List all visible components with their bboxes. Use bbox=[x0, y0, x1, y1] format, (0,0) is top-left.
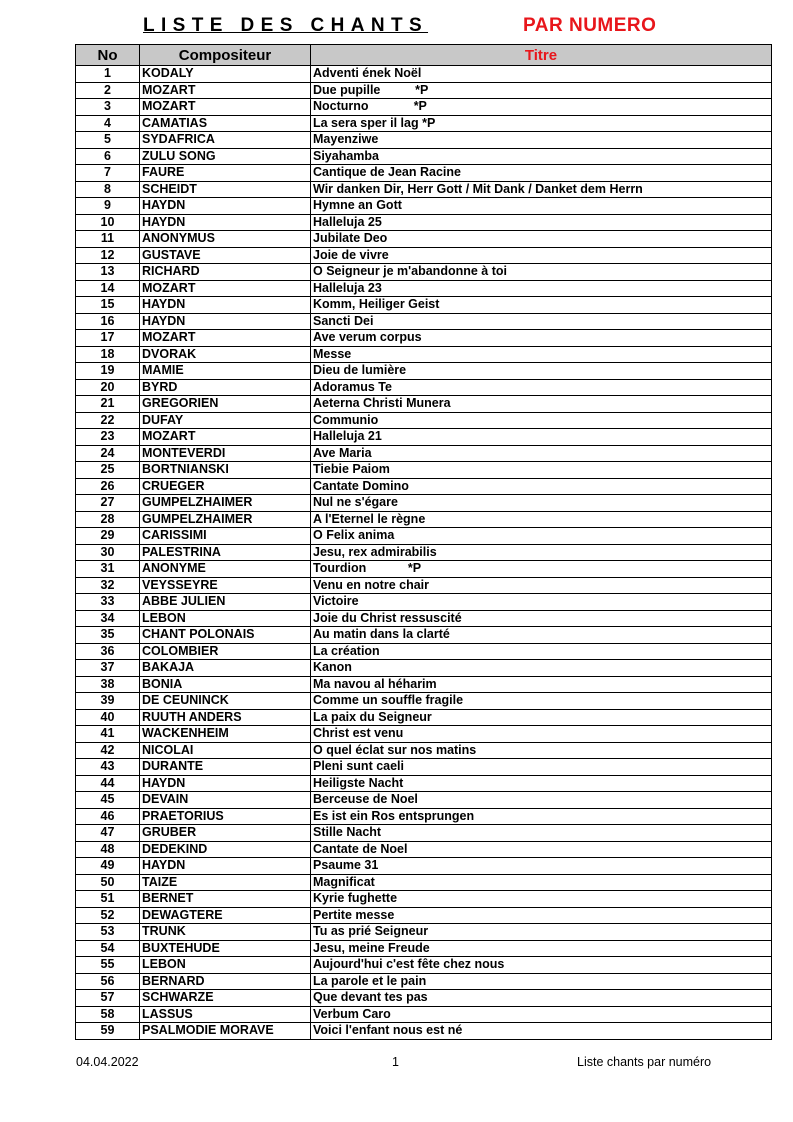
table-row bbox=[76, 924, 772, 941]
cell-number: 24 bbox=[76, 445, 140, 462]
table-row bbox=[76, 412, 772, 429]
cell-number: 15 bbox=[76, 297, 140, 314]
cell-title: La sera sper il lag *P bbox=[311, 115, 772, 132]
table-row bbox=[76, 874, 772, 891]
cell-title: Magnificat bbox=[311, 874, 772, 891]
cell-number: 7 bbox=[76, 165, 140, 182]
table-row bbox=[76, 429, 772, 446]
table-row bbox=[76, 115, 772, 132]
cell-composer: DEVAIN bbox=[140, 792, 311, 809]
cell-title: Komm, Heiliger Geist bbox=[311, 297, 772, 314]
cell-number: 49 bbox=[76, 858, 140, 875]
footer-date: 04.04.2022 bbox=[76, 1055, 139, 1069]
cell-composer: CARISSIMI bbox=[140, 528, 311, 545]
table-row bbox=[76, 264, 772, 281]
table-row bbox=[76, 726, 772, 743]
table-row bbox=[76, 792, 772, 809]
cell-title: Cantique de Jean Racine bbox=[311, 165, 772, 182]
table-row bbox=[76, 775, 772, 792]
cell-composer: MOZART bbox=[140, 99, 311, 116]
cell-number: 20 bbox=[76, 379, 140, 396]
cell-title: Que devant tes pas bbox=[311, 990, 772, 1007]
table-row bbox=[76, 940, 772, 957]
footer-document-name: Liste chants par numéro bbox=[577, 1055, 712, 1069]
table-row bbox=[76, 759, 772, 776]
cell-number: 56 bbox=[76, 973, 140, 990]
cell-title: Aujourd'hui c'est fête chez nous bbox=[311, 957, 772, 974]
cell-title: Kyrie fughette bbox=[311, 891, 772, 908]
cell-number: 48 bbox=[76, 841, 140, 858]
cell-number: 55 bbox=[76, 957, 140, 974]
cell-composer: GUSTAVE bbox=[140, 247, 311, 264]
cell-number: 10 bbox=[76, 214, 140, 231]
cell-composer: MOZART bbox=[140, 280, 311, 297]
cell-number: 16 bbox=[76, 313, 140, 330]
table-row bbox=[76, 231, 772, 248]
cell-number: 12 bbox=[76, 247, 140, 264]
cell-composer: CRUEGER bbox=[140, 478, 311, 495]
cell-number: 8 bbox=[76, 181, 140, 198]
cell-title: Adoramus Te bbox=[311, 379, 772, 396]
table-row bbox=[76, 627, 772, 644]
table-row bbox=[76, 973, 772, 990]
table-row bbox=[76, 198, 772, 215]
document-subtitle: PAR NUMERO bbox=[523, 15, 657, 36]
cell-composer: GRUBER bbox=[140, 825, 311, 842]
cell-composer: MOZART bbox=[140, 330, 311, 347]
cell-number: 27 bbox=[76, 495, 140, 512]
table-row bbox=[76, 957, 772, 974]
cell-number: 6 bbox=[76, 148, 140, 165]
cell-title: Au matin dans la clarté bbox=[311, 627, 772, 644]
cell-composer: LEBON bbox=[140, 610, 311, 627]
cell-number: 18 bbox=[76, 346, 140, 363]
column-header-title: Titre bbox=[311, 45, 772, 66]
cell-number: 39 bbox=[76, 693, 140, 710]
cell-number: 44 bbox=[76, 775, 140, 792]
column-header-no: No bbox=[76, 45, 140, 66]
cell-composer: RICHARD bbox=[140, 264, 311, 281]
cell-title: Ave Maria bbox=[311, 445, 772, 462]
cell-number: 37 bbox=[76, 660, 140, 677]
cell-title: Voici l'enfant nous est né bbox=[311, 1023, 772, 1040]
cell-composer: GREGORIEN bbox=[140, 396, 311, 413]
cell-title: O quel éclat sur nos matins bbox=[311, 742, 772, 759]
table-row bbox=[76, 577, 772, 594]
cell-composer: HAYDN bbox=[140, 858, 311, 875]
table-row bbox=[76, 742, 772, 759]
cell-composer: ABBE JULIEN bbox=[140, 594, 311, 611]
cell-number: 30 bbox=[76, 544, 140, 561]
cell-title: Adventi ének Noël bbox=[311, 66, 772, 83]
cell-composer: CHANT POLONAIS bbox=[140, 627, 311, 644]
cell-composer: TAIZE bbox=[140, 874, 311, 891]
cell-composer: PALESTRINA bbox=[140, 544, 311, 561]
cell-number: 32 bbox=[76, 577, 140, 594]
column-header-composer: Compositeur bbox=[140, 45, 311, 66]
cell-composer: NICOLAI bbox=[140, 742, 311, 759]
cell-number: 34 bbox=[76, 610, 140, 627]
cell-number: 2 bbox=[76, 82, 140, 99]
table-row bbox=[76, 462, 772, 479]
table-row bbox=[76, 330, 772, 347]
cell-title: Jesu, rex admirabilis bbox=[311, 544, 772, 561]
table-row bbox=[76, 346, 772, 363]
cell-number: 43 bbox=[76, 759, 140, 776]
table-row bbox=[76, 478, 772, 495]
cell-title: Tiebie Paiom bbox=[311, 462, 772, 479]
cell-title: Jubilate Deo bbox=[311, 231, 772, 248]
cell-number: 33 bbox=[76, 594, 140, 611]
cell-number: 29 bbox=[76, 528, 140, 545]
cell-composer: DEDEKIND bbox=[140, 841, 311, 858]
cell-number: 58 bbox=[76, 1006, 140, 1023]
cell-number: 54 bbox=[76, 940, 140, 957]
cell-title: Heiligste Nacht bbox=[311, 775, 772, 792]
cell-title: Halleluja 25 bbox=[311, 214, 772, 231]
cell-number: 50 bbox=[76, 874, 140, 891]
cell-composer: HAYDN bbox=[140, 775, 311, 792]
cell-composer: PRAETORIUS bbox=[140, 808, 311, 825]
cell-composer: BORTNIANSKI bbox=[140, 462, 311, 479]
cell-composer: SCHEIDT bbox=[140, 181, 311, 198]
cell-number: 19 bbox=[76, 363, 140, 380]
cell-title: Psaume 31 bbox=[311, 858, 772, 875]
table-row bbox=[76, 511, 772, 528]
cell-title: Halleluja 21 bbox=[311, 429, 772, 446]
cell-title: Stille Nacht bbox=[311, 825, 772, 842]
cell-composer: HAYDN bbox=[140, 198, 311, 215]
table-row bbox=[76, 214, 772, 231]
cell-number: 22 bbox=[76, 412, 140, 429]
cell-number: 11 bbox=[76, 231, 140, 248]
cell-title: Verbum Caro bbox=[311, 1006, 772, 1023]
cell-title: Hymne an Gott bbox=[311, 198, 772, 215]
cell-composer: MONTEVERDI bbox=[140, 445, 311, 462]
footer-page-number: 1 bbox=[392, 1055, 399, 1069]
cell-composer: DUFAY bbox=[140, 412, 311, 429]
cell-title: Christ est venu bbox=[311, 726, 772, 743]
cell-composer: CAMATIAS bbox=[140, 115, 311, 132]
cell-number: 13 bbox=[76, 264, 140, 281]
cell-composer: ANONYME bbox=[140, 561, 311, 578]
cell-title: Communio bbox=[311, 412, 772, 429]
cell-title: Cantate de Noel bbox=[311, 841, 772, 858]
cell-composer: ANONYMUS bbox=[140, 231, 311, 248]
cell-composer: BUXTEHUDE bbox=[140, 940, 311, 957]
cell-composer: DE CEUNINCK bbox=[140, 693, 311, 710]
table-row bbox=[76, 165, 772, 182]
table-row bbox=[76, 561, 772, 578]
cell-composer: HAYDN bbox=[140, 297, 311, 314]
cell-title: Messe bbox=[311, 346, 772, 363]
cell-composer: TRUNK bbox=[140, 924, 311, 941]
cell-title: Comme un souffle fragile bbox=[311, 693, 772, 710]
table-row bbox=[76, 280, 772, 297]
cell-number: 23 bbox=[76, 429, 140, 446]
cell-composer: SYDAFRICA bbox=[140, 132, 311, 149]
table-row bbox=[76, 709, 772, 726]
table-row bbox=[76, 841, 772, 858]
table-row bbox=[76, 825, 772, 842]
table-row bbox=[76, 1023, 772, 1040]
cell-title: La parole et le pain bbox=[311, 973, 772, 990]
cell-title: Joie du Christ ressuscité bbox=[311, 610, 772, 627]
table-row bbox=[76, 363, 772, 380]
cell-title: Jesu, meine Freude bbox=[311, 940, 772, 957]
cell-title: Ma navou al héharim bbox=[311, 676, 772, 693]
cell-composer: MOZART bbox=[140, 82, 311, 99]
cell-composer: DEWAGTERE bbox=[140, 907, 311, 924]
table-row bbox=[76, 297, 772, 314]
cell-composer: LEBON bbox=[140, 957, 311, 974]
cell-number: 36 bbox=[76, 643, 140, 660]
table-row bbox=[76, 858, 772, 875]
cell-title: Mayenziwe bbox=[311, 132, 772, 149]
document-title: LISTE DES CHANTS bbox=[143, 15, 429, 36]
table-row bbox=[76, 1006, 772, 1023]
cell-title: Sancti Dei bbox=[311, 313, 772, 330]
cell-composer: GUMPELZHAIMER bbox=[140, 511, 311, 528]
table-row bbox=[76, 148, 772, 165]
cell-composer: HAYDN bbox=[140, 214, 311, 231]
cell-number: 45 bbox=[76, 792, 140, 809]
cell-number: 35 bbox=[76, 627, 140, 644]
table-row bbox=[76, 594, 772, 611]
cell-title: O Seigneur je m'abandonne à toi bbox=[311, 264, 772, 281]
cell-number: 42 bbox=[76, 742, 140, 759]
table-row bbox=[76, 495, 772, 512]
cell-number: 14 bbox=[76, 280, 140, 297]
cell-composer: HAYDN bbox=[140, 313, 311, 330]
cell-composer: MAMIE bbox=[140, 363, 311, 380]
cell-number: 40 bbox=[76, 709, 140, 726]
table-row bbox=[76, 643, 772, 660]
cell-composer: BERNARD bbox=[140, 973, 311, 990]
cell-number: 52 bbox=[76, 907, 140, 924]
table-row bbox=[76, 99, 772, 116]
cell-number: 1 bbox=[76, 66, 140, 83]
cell-composer: BERNET bbox=[140, 891, 311, 908]
cell-composer: GUMPELZHAIMER bbox=[140, 495, 311, 512]
table-row bbox=[76, 379, 772, 396]
cell-title: Kanon bbox=[311, 660, 772, 677]
cell-title: Halleluja 23 bbox=[311, 280, 772, 297]
cell-number: 38 bbox=[76, 676, 140, 693]
cell-title: O Felix anima bbox=[311, 528, 772, 545]
cell-title: Dieu de lumière bbox=[311, 363, 772, 380]
cell-composer: VEYSSEYRE bbox=[140, 577, 311, 594]
cell-number: 57 bbox=[76, 990, 140, 1007]
cell-title: Siyahamba bbox=[311, 148, 772, 165]
table-row bbox=[76, 396, 772, 413]
cell-title: Berceuse de Noel bbox=[311, 792, 772, 809]
cell-number: 28 bbox=[76, 511, 140, 528]
cell-title: Aeterna Christi Munera bbox=[311, 396, 772, 413]
cell-title: Pleni sunt caeli bbox=[311, 759, 772, 776]
cell-composer: DURANTE bbox=[140, 759, 311, 776]
cell-title: La paix du Seigneur bbox=[311, 709, 772, 726]
cell-composer: BONIA bbox=[140, 676, 311, 693]
cell-title: Due pupille *P bbox=[311, 82, 772, 99]
table-row bbox=[76, 891, 772, 908]
cell-number: 53 bbox=[76, 924, 140, 941]
cell-number: 51 bbox=[76, 891, 140, 908]
cell-number: 47 bbox=[76, 825, 140, 842]
table-header-row bbox=[76, 45, 772, 66]
cell-composer: DVORAK bbox=[140, 346, 311, 363]
table-row bbox=[76, 544, 772, 561]
cell-number: 59 bbox=[76, 1023, 140, 1040]
table-row bbox=[76, 693, 772, 710]
cell-composer: SCHWARZE bbox=[140, 990, 311, 1007]
cell-composer: BAKAJA bbox=[140, 660, 311, 677]
table-row bbox=[76, 676, 772, 693]
table-row bbox=[76, 990, 772, 1007]
cell-number: 5 bbox=[76, 132, 140, 149]
cell-title: Es ist ein Ros entsprungen bbox=[311, 808, 772, 825]
table-row bbox=[76, 181, 772, 198]
cell-title: Nocturno *P bbox=[311, 99, 772, 116]
cell-composer: BYRD bbox=[140, 379, 311, 396]
cell-title: Tourdion *P bbox=[311, 561, 772, 578]
cell-composer: RUUTH ANDERS bbox=[140, 709, 311, 726]
table-row bbox=[76, 82, 772, 99]
table-row bbox=[76, 132, 772, 149]
cell-title: Tu as prié Seigneur bbox=[311, 924, 772, 941]
cell-composer: WACKENHEIM bbox=[140, 726, 311, 743]
cell-composer: MOZART bbox=[140, 429, 311, 446]
table-row bbox=[76, 610, 772, 627]
cell-number: 21 bbox=[76, 396, 140, 413]
cell-composer: LASSUS bbox=[140, 1006, 311, 1023]
cell-composer: FAURE bbox=[140, 165, 311, 182]
cell-number: 31 bbox=[76, 561, 140, 578]
cell-title: La création bbox=[311, 643, 772, 660]
cell-number: 26 bbox=[76, 478, 140, 495]
table-row bbox=[76, 907, 772, 924]
songs-table bbox=[75, 44, 772, 1040]
cell-title: Cantate Domino bbox=[311, 478, 772, 495]
cell-title: Ave verum corpus bbox=[311, 330, 772, 347]
cell-title: Victoire bbox=[311, 594, 772, 611]
cell-number: 4 bbox=[76, 115, 140, 132]
cell-composer: KODALY bbox=[140, 66, 311, 83]
cell-number: 3 bbox=[76, 99, 140, 116]
table-row bbox=[76, 808, 772, 825]
cell-number: 17 bbox=[76, 330, 140, 347]
cell-composer: ZULU SONG bbox=[140, 148, 311, 165]
table-row bbox=[76, 313, 772, 330]
cell-number: 9 bbox=[76, 198, 140, 215]
cell-number: 46 bbox=[76, 808, 140, 825]
table-row bbox=[76, 66, 772, 83]
cell-title: Pertite messe bbox=[311, 907, 772, 924]
cell-title: A l'Eternel le règne bbox=[311, 511, 772, 528]
table-row bbox=[76, 660, 772, 677]
cell-title: Nul ne s'égare bbox=[311, 495, 772, 512]
cell-number: 25 bbox=[76, 462, 140, 479]
cell-composer: PSALMODIE MORAVE bbox=[140, 1023, 311, 1040]
cell-number: 41 bbox=[76, 726, 140, 743]
cell-title: Venu en notre chair bbox=[311, 577, 772, 594]
table-row bbox=[76, 247, 772, 264]
cell-title: Joie de vivre bbox=[311, 247, 772, 264]
table-row bbox=[76, 528, 772, 545]
cell-composer: COLOMBIER bbox=[140, 643, 311, 660]
table-row bbox=[76, 445, 772, 462]
cell-title: Wir danken Dir, Herr Gott / Mit Dank / Danket dem Herrn bbox=[311, 181, 772, 198]
